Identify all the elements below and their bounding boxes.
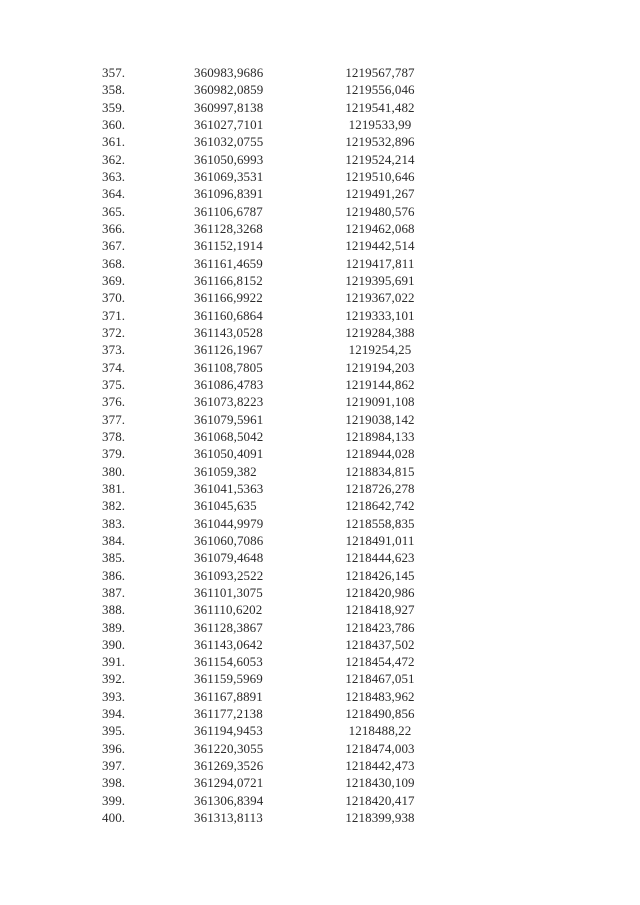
y-coordinate: 1219462,068 (345, 220, 415, 236)
point-number: 380. (102, 463, 126, 479)
x-coordinate: 361166,8152 (194, 272, 263, 288)
x-coordinate: 361313,8113 (194, 810, 263, 826)
point-number: 383. (102, 515, 126, 531)
table-row (100, 584, 440, 601)
point-number: 357. (102, 65, 126, 80)
y-coordinate: 1218454,472 (345, 654, 415, 670)
y-coordinate: 1219194,203 (345, 359, 415, 375)
table-row (100, 688, 440, 705)
table-row (100, 567, 440, 584)
point-number: 360. (102, 116, 126, 132)
table-row (100, 341, 440, 358)
table-row (100, 463, 440, 480)
x-coordinate: 361041,5363 (194, 480, 264, 496)
x-coordinate: 361093,2522 (194, 567, 264, 583)
y-coordinate: 1219442,514 (345, 238, 415, 254)
table-row (100, 480, 440, 497)
point-number: 362. (102, 151, 126, 167)
x-coordinate: 361154,6053 (194, 654, 263, 670)
x-coordinate: 360997,8138 (194, 99, 264, 115)
table-row (100, 324, 440, 341)
table-row (100, 307, 440, 324)
table-row (100, 653, 440, 670)
point-number: 384. (102, 532, 126, 548)
table-row (100, 203, 440, 220)
table-row (100, 411, 440, 428)
point-number: 381. (102, 480, 126, 496)
point-number: 388. (102, 602, 126, 618)
y-coordinate: 1219417,811 (345, 255, 415, 271)
point-number: 400. (102, 810, 126, 826)
point-number: 377. (102, 411, 126, 427)
y-coordinate: 1218474,003 (345, 740, 415, 756)
point-number: 389. (102, 619, 126, 635)
point-number: 361. (102, 134, 126, 150)
x-coordinate: 361143,0528 (194, 324, 263, 340)
y-coordinate: 1218437,502 (345, 636, 415, 652)
table-row (100, 670, 440, 687)
y-coordinate: 1218944,028 (345, 446, 415, 462)
point-number: 370. (102, 290, 126, 306)
x-coordinate: 361079,4648 (194, 550, 264, 566)
table-row (100, 497, 440, 514)
x-coordinate: 361086,4783 (194, 376, 264, 392)
y-coordinate: 1218642,742 (345, 498, 415, 514)
point-number: 368. (102, 255, 126, 271)
point-number: 374. (102, 359, 126, 375)
y-coordinate: 1218467,051 (345, 671, 415, 687)
point-number: 376. (102, 394, 126, 410)
point-number: 358. (102, 82, 126, 98)
y-coordinate: 1218442,473 (345, 758, 415, 774)
x-coordinate: 361106,6787 (194, 203, 263, 219)
point-number: 395. (102, 723, 126, 739)
point-number: 378. (102, 428, 126, 444)
x-coordinate: 361079,5961 (194, 411, 264, 427)
x-coordinate: 360983,9686 (194, 65, 264, 80)
x-coordinate: 361032,0755 (194, 134, 264, 150)
point-number: 379. (102, 446, 126, 462)
point-number: 372. (102, 324, 126, 340)
x-coordinate: 361220,3055 (194, 740, 264, 756)
table-row (100, 740, 440, 757)
table-row (100, 428, 440, 445)
x-coordinate: 361160,6864 (194, 307, 263, 323)
y-coordinate: 1218399,938 (345, 810, 415, 826)
table-row (100, 515, 440, 532)
y-coordinate: 1219038,142 (345, 411, 415, 427)
point-number: 359. (102, 99, 126, 115)
y-coordinate: 1218483,962 (345, 688, 415, 704)
table-row (100, 255, 440, 272)
x-coordinate: 360982,0859 (194, 82, 264, 98)
x-coordinate: 361306,8394 (194, 792, 264, 808)
point-number: 397. (102, 758, 126, 774)
point-number: 385. (102, 550, 126, 566)
point-number: 393. (102, 688, 126, 704)
x-coordinate: 361143,0642 (194, 636, 263, 652)
point-number: 387. (102, 584, 126, 600)
table-row (100, 792, 440, 809)
x-coordinate: 361059,382 (194, 463, 257, 479)
y-coordinate: 1218726,278 (345, 480, 415, 496)
y-coordinate: 1218488,22 (348, 723, 412, 739)
x-coordinate: 361069,3531 (194, 168, 264, 184)
y-coordinate: 1219510,646 (345, 168, 415, 184)
table-row (100, 809, 440, 826)
table-row (100, 64, 440, 81)
y-coordinate: 1218426,145 (345, 567, 415, 583)
x-coordinate: 361027,7101 (194, 116, 264, 132)
x-coordinate: 361068,5042 (194, 428, 264, 444)
point-number: 391. (102, 654, 126, 670)
x-coordinate: 361194,9453 (194, 723, 263, 739)
table-row (100, 757, 440, 774)
point-number: 369. (102, 272, 126, 288)
y-coordinate: 1218558,835 (345, 515, 415, 531)
table-row (100, 359, 440, 376)
y-coordinate: 1219567,787 (345, 65, 415, 80)
x-coordinate: 361096,8391 (194, 186, 264, 202)
y-coordinate: 1219091,108 (345, 394, 415, 410)
table-row (100, 376, 440, 393)
point-number: 375. (102, 376, 126, 392)
point-number: 386. (102, 567, 126, 583)
y-coordinate: 1219556,046 (345, 82, 415, 98)
y-coordinate: 1218834,815 (345, 463, 415, 479)
table-row (100, 619, 440, 636)
table-row (100, 151, 440, 168)
x-coordinate: 361269,3526 (194, 758, 264, 774)
table-row (100, 774, 440, 791)
y-coordinate: 1219532,896 (345, 134, 415, 150)
x-coordinate: 361050,4091 (194, 446, 264, 462)
point-number: 363. (102, 168, 126, 184)
y-coordinate: 1219333,101 (345, 307, 415, 323)
x-coordinate: 361060,7086 (194, 532, 264, 548)
x-coordinate: 361128,3268 (194, 220, 263, 236)
table-row (100, 272, 440, 289)
x-coordinate: 361128,3867 (194, 619, 263, 635)
y-coordinate: 1218420,417 (345, 792, 415, 808)
x-coordinate: 361050,6993 (194, 151, 264, 167)
point-number: 382. (102, 498, 126, 514)
point-number: 365. (102, 203, 126, 219)
x-coordinate: 361073,8223 (194, 394, 264, 410)
table-row (100, 289, 440, 306)
table-row (100, 636, 440, 653)
table-row (100, 705, 440, 722)
y-coordinate: 1219541,482 (345, 99, 415, 115)
y-coordinate: 1218423,786 (345, 619, 415, 635)
table-row (100, 168, 440, 185)
point-number: 396. (102, 740, 126, 756)
table-row (100, 549, 440, 566)
x-coordinate: 361161,4659 (194, 255, 263, 271)
point-number: 399. (102, 792, 126, 808)
x-coordinate: 361167,8891 (194, 688, 263, 704)
x-coordinate: 361108,7805 (194, 359, 263, 375)
table-row (100, 81, 440, 98)
table-row (100, 133, 440, 150)
x-coordinate: 361110,6202 (194, 602, 263, 618)
table-row (100, 99, 440, 116)
table-row (100, 185, 440, 202)
table-row (100, 220, 440, 237)
y-coordinate: 1219491,267 (345, 186, 415, 202)
x-coordinate: 361159,5969 (194, 671, 263, 687)
y-coordinate: 1218420,986 (345, 584, 415, 600)
y-coordinate: 1218418,927 (345, 602, 415, 618)
point-number: 364. (102, 186, 126, 202)
y-coordinate: 1218984,133 (345, 428, 415, 444)
point-number: 366. (102, 220, 126, 236)
coordinate-table (100, 64, 440, 826)
y-coordinate: 1219284,388 (345, 324, 415, 340)
x-coordinate: 361152,1914 (194, 238, 263, 254)
y-coordinate: 1219144,862 (345, 376, 415, 392)
table-row (100, 532, 440, 549)
y-coordinate: 1219395,691 (345, 272, 415, 288)
x-coordinate: 361126,1967 (194, 342, 263, 358)
point-number: 367. (102, 238, 126, 254)
y-coordinate: 1219367,022 (345, 290, 415, 306)
y-coordinate: 1219533,99 (348, 116, 412, 132)
table-row (100, 116, 440, 133)
y-coordinate: 1219254,25 (348, 342, 412, 358)
x-coordinate: 361044,9979 (194, 515, 264, 531)
point-number: 390. (102, 636, 126, 652)
x-coordinate: 361045,635 (194, 498, 257, 514)
point-number: 373. (102, 342, 126, 358)
table-row (100, 445, 440, 462)
x-coordinate: 361101,3075 (194, 584, 263, 600)
y-coordinate: 1218444,623 (345, 550, 415, 566)
table-row (100, 393, 440, 410)
table-row (100, 601, 440, 618)
table-row (100, 722, 440, 739)
table-row (100, 237, 440, 254)
point-number: 371. (102, 307, 126, 323)
point-number: 394. (102, 706, 126, 722)
y-coordinate: 1218430,109 (345, 775, 415, 791)
x-coordinate: 361294,0721 (194, 775, 264, 791)
y-coordinate: 1219480,576 (345, 203, 415, 219)
y-coordinate: 1218491,011 (345, 532, 415, 548)
y-coordinate: 1218490,856 (345, 706, 415, 722)
point-number: 392. (102, 671, 126, 687)
x-coordinate: 361166,9922 (194, 290, 263, 306)
point-number: 398. (102, 775, 126, 791)
x-coordinate: 361177,2138 (194, 706, 263, 722)
y-coordinate: 1219524,214 (345, 151, 415, 167)
